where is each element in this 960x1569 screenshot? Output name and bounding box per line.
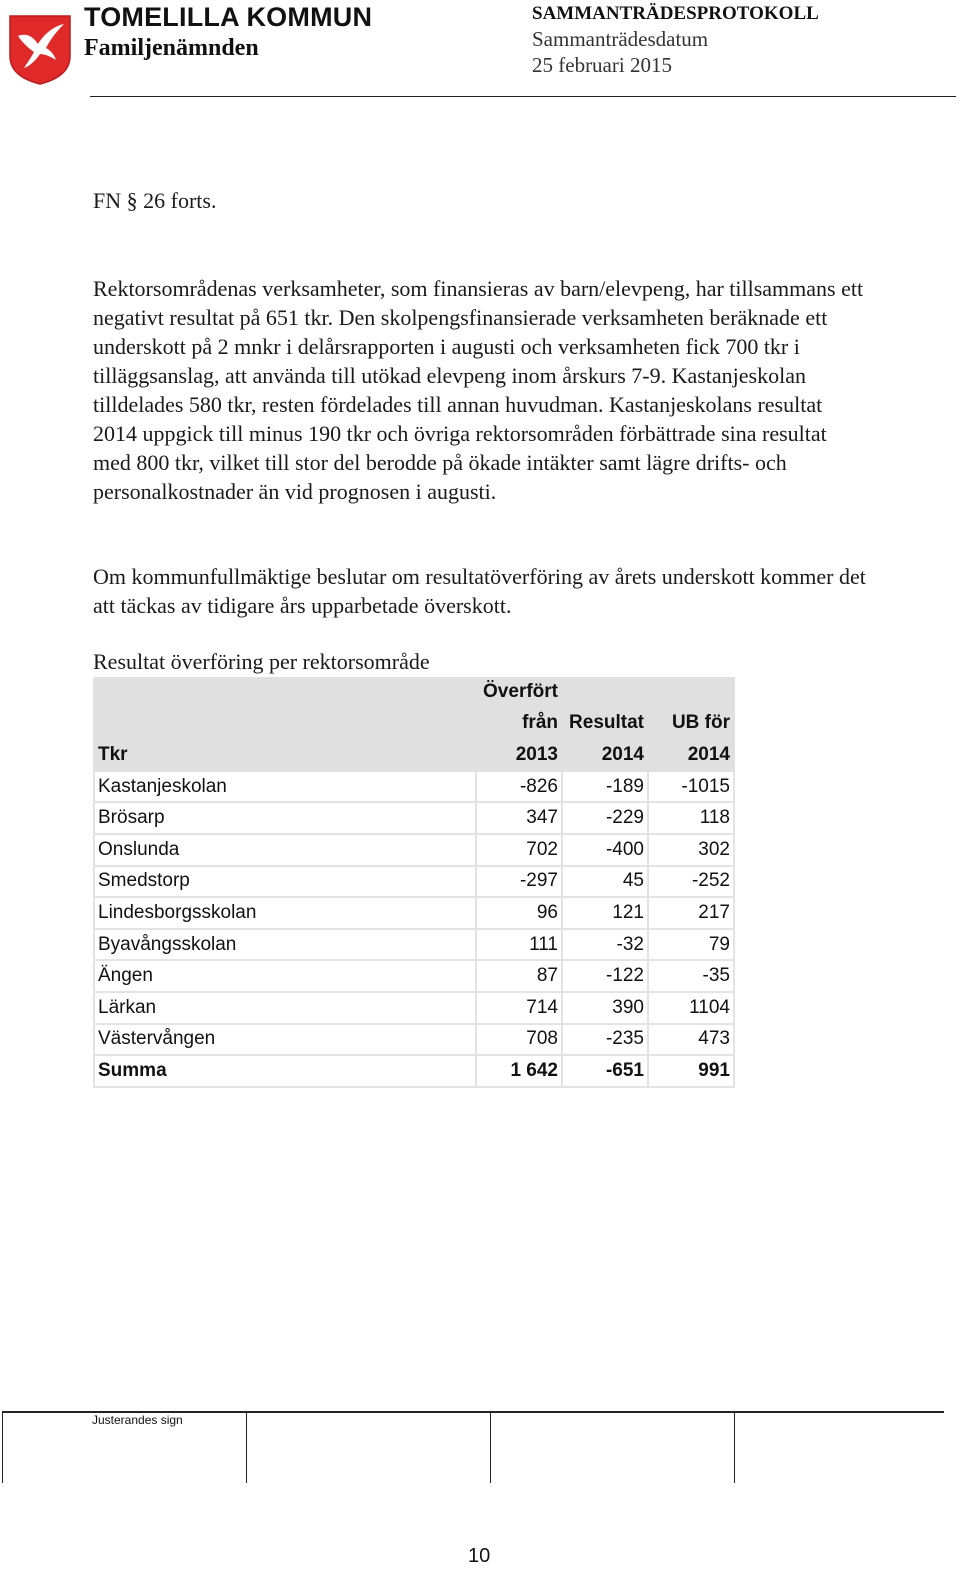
transferred-2013-cell: -826 (476, 771, 562, 803)
header-cell: 2014 (648, 739, 734, 771)
result-2014-cell: 121 (562, 897, 648, 929)
closing-balance-2014-cell: 118 (648, 802, 734, 834)
header-cell (648, 677, 734, 708)
table-row (94, 960, 734, 992)
result-2014-cell: -32 (562, 929, 648, 961)
transferred-2013-cell: 702 (476, 834, 562, 866)
transferred-2013-cell: 714 (476, 992, 562, 1024)
result-2014-cell: -235 (562, 1024, 648, 1056)
signature-box-border (490, 1411, 491, 1483)
area-name-cell: Kastanjeskolan (94, 771, 476, 803)
transferred-2013-cell: 347 (476, 802, 562, 834)
closing-balance-2014-cell: 79 (648, 929, 734, 961)
area-name-cell: Ängen (94, 960, 476, 992)
header-cell (94, 708, 476, 740)
header-cell: Överfört (476, 677, 562, 708)
area-name-cell: Brösarp (94, 802, 476, 834)
closing-balance-2014-cell: 1104 (648, 992, 734, 1024)
area-name-cell: Västervången (94, 1024, 476, 1056)
header-cell: från (476, 708, 562, 740)
result-2014-cell: -229 (562, 802, 648, 834)
section-reference: FN § 26 forts. (93, 188, 217, 213)
document-type: SAMMANTRÄDESPROTOKOLL (532, 3, 819, 24)
result-transfer-table (93, 677, 735, 1088)
transferred-2013-cell: 708 (476, 1024, 562, 1056)
table-header-row (94, 708, 734, 740)
signature-box-border (246, 1411, 247, 1483)
table-total-row (94, 1055, 734, 1087)
area-name-cell: Byavångsskolan (94, 929, 476, 961)
header-divider (90, 96, 956, 97)
header-cell (94, 677, 476, 708)
meeting-date: 25 februari 2015 (532, 53, 672, 77)
table-caption: Resultat överföring per rektorsområde (93, 649, 430, 674)
transferred-2013-cell: 111 (476, 929, 562, 961)
paragraph-results: Rektorsområdenas verksamheter, som finansieras av barn/elevpeng, har tillsammans ett negativt resultat på 651 tkr. Den skolpengsfinansierade verksamheten beräknade ett underskott på 2 mnkr i delårsrapporten i augusti och verksamheten fick 700 tkr i tilläggsanslag, att använda till utökad elevpeng inom årskurs 7-9. Kastanjeskolan tilldelades 580 tkr, resten fördelades till annan huvudman. Kastanjeskolans resultat 2014 uppgick till minus 190 tkr och övriga rektorsområden förbättrade sina resultat med 800 tkr, vilket till stor del berodde på ökade intäkter samt lägre drifts- och personalkostnader än vid prognosen i augusti. (93, 276, 864, 504)
header-cell (562, 677, 648, 708)
closing-balance-2014-cell: 302 (648, 834, 734, 866)
table-row (94, 897, 734, 929)
area-name-cell: Smedstorp (94, 866, 476, 898)
paragraph-council-decision: Om kommunfullmäktige beslutar om resultatöverföring av årets underskott kommer det att täckas av tidigare års upparbetade överskott. (93, 564, 866, 618)
total-transferred-2013-cell: 1 642 (476, 1055, 562, 1087)
signature-box-border (2, 1411, 3, 1483)
area-name-cell: Lärkan (94, 992, 476, 1024)
closing-balance-2014-cell: -35 (648, 960, 734, 992)
coat-of-arms-bird-icon (8, 14, 72, 86)
table-header-row (94, 739, 734, 771)
result-2014-cell: -400 (562, 834, 648, 866)
transferred-2013-cell: -297 (476, 866, 562, 898)
result-2014-cell: 45 (562, 866, 648, 898)
header-cell: UB för (648, 708, 734, 740)
organization-name: TOMELILLA KOMMUN (84, 2, 373, 32)
committee-name: Familjenämnden (84, 35, 259, 61)
transferred-2013-cell: 96 (476, 897, 562, 929)
total-closing-balance-2014-cell: 991 (648, 1055, 734, 1087)
header-cell-tkr: Tkr (94, 739, 476, 771)
result-2014-cell: 390 (562, 992, 648, 1024)
header-cell: 2014 (562, 739, 648, 771)
total-result-2014-cell: -651 (562, 1055, 648, 1087)
result-2014-cell: -189 (562, 771, 648, 803)
header-cell: 2013 (476, 739, 562, 771)
table-row (94, 802, 734, 834)
closing-balance-2014-cell: 473 (648, 1024, 734, 1056)
meeting-date-label: Sammanträdesdatum (532, 27, 709, 51)
signature-box-border (734, 1411, 735, 1483)
closing-balance-2014-cell: 217 (648, 897, 734, 929)
closing-balance-2014-cell: -1015 (648, 771, 734, 803)
transferred-2013-cell: 87 (476, 960, 562, 992)
table-header-row (94, 677, 734, 708)
area-name-cell: Lindesborgsskolan (94, 897, 476, 929)
table-row (94, 929, 734, 961)
table-row (94, 1024, 734, 1056)
total-label-cell: Summa (94, 1055, 476, 1087)
result-2014-cell: -122 (562, 960, 648, 992)
area-name-cell: Onslunda (94, 834, 476, 866)
table-row (94, 992, 734, 1024)
table-row (94, 834, 734, 866)
table-row (94, 866, 734, 898)
table-row (94, 771, 734, 803)
closing-balance-2014-cell: -252 (648, 866, 734, 898)
page-number: 10 (468, 1545, 491, 1567)
signature-label: Justerandes sign (92, 1413, 183, 1427)
header-cell: Resultat (562, 708, 648, 740)
